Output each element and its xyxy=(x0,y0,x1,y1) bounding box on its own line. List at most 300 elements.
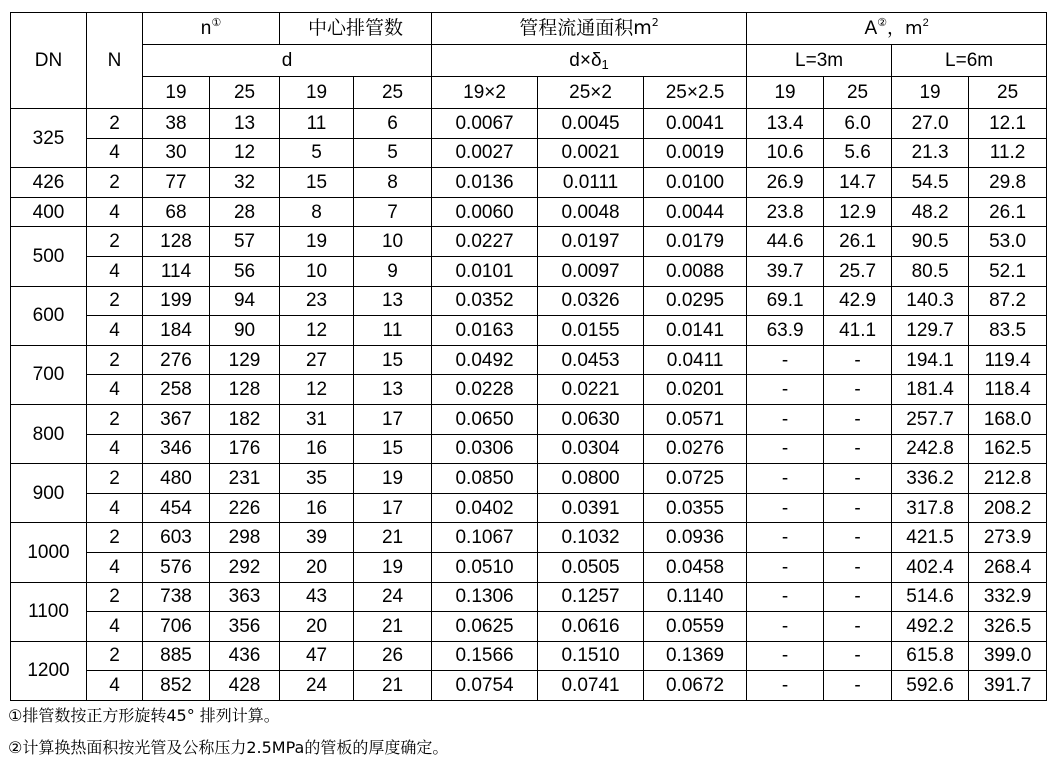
header-flow-area xyxy=(432,13,747,45)
table-row xyxy=(11,552,1047,582)
table-cell: 26.1 xyxy=(969,197,1047,227)
header-d-delta xyxy=(432,45,747,77)
table-cell: 17 xyxy=(354,493,432,523)
table-cell: 26 xyxy=(354,641,432,671)
table-cell: 77 xyxy=(143,168,210,198)
footnote-1: ①排管数按正方形旋转45° 排列计算。 xyxy=(8,706,280,725)
table-cell: 738 xyxy=(143,582,210,612)
table-cell: 0.1257 xyxy=(538,582,644,612)
table-cell: 114 xyxy=(143,256,210,286)
table-cell: 0.0352 xyxy=(432,286,538,316)
n-cell: 4 xyxy=(87,375,143,405)
table-cell: - xyxy=(747,404,824,434)
table-cell: 26.9 xyxy=(747,168,824,198)
table-cell: 12.1 xyxy=(969,109,1047,139)
table-cell: 5 xyxy=(354,138,432,168)
table-row xyxy=(11,256,1047,286)
table-cell: 0.0850 xyxy=(432,464,538,494)
table-cell: 0.0559 xyxy=(644,612,747,642)
table-row xyxy=(11,464,1047,494)
table-row xyxy=(11,612,1047,642)
table-cell: - xyxy=(824,404,892,434)
n-cell: 2 xyxy=(87,464,143,494)
table-cell: 0.0163 xyxy=(432,316,538,346)
table-cell: - xyxy=(824,671,892,701)
table-cell: 199 xyxy=(143,286,210,316)
table-cell: 0.0616 xyxy=(538,612,644,642)
table-cell: 0.0227 xyxy=(432,227,538,257)
table-cell: 0.0725 xyxy=(644,464,747,494)
table-cell: 44.6 xyxy=(747,227,824,257)
table-cell: 0.0019 xyxy=(644,138,747,168)
header-center-tubes: 中心排管数 xyxy=(280,13,432,45)
table-cell: 28 xyxy=(210,197,280,227)
table-cell: 367 xyxy=(143,404,210,434)
table-cell: 168.0 xyxy=(969,404,1047,434)
table-cell: 16 xyxy=(280,434,354,464)
table-cell: 0.0492 xyxy=(432,345,538,375)
subheader-cell: 25 xyxy=(354,77,432,109)
table-cell: 9 xyxy=(354,256,432,286)
table-cell: - xyxy=(747,612,824,642)
table-cell: - xyxy=(824,345,892,375)
table-cell: 576 xyxy=(143,552,210,582)
table-cell: 0.0326 xyxy=(538,286,644,316)
table-cell: 0.0391 xyxy=(538,493,644,523)
table-cell: 11 xyxy=(354,316,432,346)
table-cell: 399.0 xyxy=(969,641,1047,671)
table-cell: 19 xyxy=(354,552,432,582)
subheader-cell: 25 xyxy=(210,77,280,109)
table-cell: 31 xyxy=(280,404,354,434)
table-cell: - xyxy=(824,641,892,671)
table-cell: 26.1 xyxy=(824,227,892,257)
dn-cell: 325 xyxy=(11,109,87,168)
table-cell: 6 xyxy=(354,109,432,139)
table-cell: - xyxy=(824,612,892,642)
table-cell: 0.0060 xyxy=(432,197,538,227)
table-cell: - xyxy=(824,434,892,464)
table-row xyxy=(11,434,1047,464)
header-l6: L=6m xyxy=(892,45,1047,77)
table-cell: 19 xyxy=(354,464,432,494)
note-mark-1: ① xyxy=(211,16,222,29)
table-cell: 0.0295 xyxy=(644,286,747,316)
table-cell: 514.6 xyxy=(892,582,969,612)
table-body xyxy=(11,109,1047,701)
table-cell: 603 xyxy=(143,523,210,553)
table-cell: 0.0402 xyxy=(432,493,538,523)
table-cell: 0.0041 xyxy=(644,109,747,139)
table-cell: 6.0 xyxy=(824,109,892,139)
table-cell: 12 xyxy=(280,316,354,346)
table-cell: 0.0754 xyxy=(432,671,538,701)
table-cell: 0.0510 xyxy=(432,552,538,582)
table-row xyxy=(11,375,1047,405)
table-cell: 0.0625 xyxy=(432,612,538,642)
dn-cell: 700 xyxy=(11,345,87,404)
table-cell: 181.4 xyxy=(892,375,969,405)
table-cell: - xyxy=(747,671,824,701)
table-cell: 12 xyxy=(210,138,280,168)
table-cell: 332.9 xyxy=(969,582,1047,612)
table-cell: 212.8 xyxy=(969,464,1047,494)
table-cell: 10 xyxy=(354,227,432,257)
subheader-cell: 19 xyxy=(747,77,824,109)
table-cell: 208.2 xyxy=(969,493,1047,523)
n-cell: 4 xyxy=(87,256,143,286)
note-mark-2: ② xyxy=(877,16,888,29)
table-cell: 11.2 xyxy=(969,138,1047,168)
n-cell: 4 xyxy=(87,612,143,642)
table-cell: 0.0228 xyxy=(432,375,538,405)
n-cell: 4 xyxy=(87,197,143,227)
table-cell: 15 xyxy=(354,345,432,375)
n-cell: 2 xyxy=(87,404,143,434)
table-cell: 0.0304 xyxy=(538,434,644,464)
table-cell: 54.5 xyxy=(892,168,969,198)
table-cell: 128 xyxy=(143,227,210,257)
header-flow-area-sup: 2 xyxy=(651,15,659,29)
table-cell: 38 xyxy=(143,109,210,139)
table-cell: 48.2 xyxy=(892,197,969,227)
table-cell: 19 xyxy=(280,227,354,257)
table-cell: 87.2 xyxy=(969,286,1047,316)
table-cell: 258 xyxy=(143,375,210,405)
table-cell: 13 xyxy=(354,375,432,405)
table-cell: 14.7 xyxy=(824,168,892,198)
table-cell: 27 xyxy=(280,345,354,375)
n-cell: 2 xyxy=(87,286,143,316)
table-cell: 421.5 xyxy=(892,523,969,553)
n-cell: 4 xyxy=(87,138,143,168)
table-cell: 0.1140 xyxy=(644,582,747,612)
table-cell: 43 xyxy=(280,582,354,612)
dn-cell: 800 xyxy=(11,404,87,463)
table-row xyxy=(11,286,1047,316)
subheader-cell: 19×2 xyxy=(432,77,538,109)
table-cell: - xyxy=(824,552,892,582)
table-cell: 35 xyxy=(280,464,354,494)
table-row xyxy=(11,345,1047,375)
table-cell: 39.7 xyxy=(747,256,824,286)
table-cell: 0.1306 xyxy=(432,582,538,612)
table-cell: 436 xyxy=(210,641,280,671)
table-cell: 0.0045 xyxy=(538,109,644,139)
table-cell: - xyxy=(747,641,824,671)
table-cell: - xyxy=(747,493,824,523)
table-cell: 363 xyxy=(210,582,280,612)
table-cell: 11 xyxy=(280,109,354,139)
dn-cell: 1000 xyxy=(11,523,87,582)
table-cell: 184 xyxy=(143,316,210,346)
table-cell: 25.7 xyxy=(824,256,892,286)
table-cell: 885 xyxy=(143,641,210,671)
table-cell: 21.3 xyxy=(892,138,969,168)
table-cell: 12 xyxy=(280,375,354,405)
table-cell: 52.1 xyxy=(969,256,1047,286)
table-cell: 8 xyxy=(354,168,432,198)
table-cell: 80.5 xyxy=(892,256,969,286)
table-cell: 0.0936 xyxy=(644,523,747,553)
table-cell: 0.0650 xyxy=(432,404,538,434)
table-row xyxy=(11,671,1047,701)
table-cell: - xyxy=(747,582,824,612)
n-cell: 4 xyxy=(87,552,143,582)
table-cell: 0.0458 xyxy=(644,552,747,582)
table-cell: 90 xyxy=(210,316,280,346)
dn-cell: 500 xyxy=(11,227,87,286)
table-cell: 0.0100 xyxy=(644,168,747,198)
subheader-cell: 19 xyxy=(280,77,354,109)
table-cell: 0.0088 xyxy=(644,256,747,286)
n-cell: 4 xyxy=(87,316,143,346)
subheader-cell: 19 xyxy=(892,77,969,109)
header-d: d xyxy=(143,45,432,77)
table-cell: - xyxy=(824,464,892,494)
table-cell: 0.0276 xyxy=(644,434,747,464)
table-cell: 69.1 xyxy=(747,286,824,316)
table-cell: 47 xyxy=(280,641,354,671)
table-cell: 592.6 xyxy=(892,671,969,701)
table-cell: 0.0048 xyxy=(538,197,644,227)
table-cell: 298 xyxy=(210,523,280,553)
n-cell: 2 xyxy=(87,227,143,257)
table-cell: 276 xyxy=(143,345,210,375)
table-cell: 326.5 xyxy=(969,612,1047,642)
table-cell: 480 xyxy=(143,464,210,494)
table-cell: 15 xyxy=(280,168,354,198)
dn-cell: 900 xyxy=(11,464,87,523)
table-cell: 83.5 xyxy=(969,316,1047,346)
tube-sheet-table xyxy=(10,12,1047,701)
table-cell: 24 xyxy=(280,671,354,701)
table-cell: 0.0136 xyxy=(432,168,538,198)
table-cell: 182 xyxy=(210,404,280,434)
table-cell: 0.0111 xyxy=(538,168,644,198)
table-cell: 0.0141 xyxy=(644,316,747,346)
table-cell: 0.1067 xyxy=(432,523,538,553)
table-cell: - xyxy=(747,552,824,582)
table-row xyxy=(11,641,1047,671)
table-cell: 8 xyxy=(280,197,354,227)
table-cell: 128 xyxy=(210,375,280,405)
table-cell: 0.1032 xyxy=(538,523,644,553)
table-cell: 0.0027 xyxy=(432,138,538,168)
table-cell: 56 xyxy=(210,256,280,286)
n-cell: 4 xyxy=(87,493,143,523)
table-cell: 140.3 xyxy=(892,286,969,316)
table-cell: 0.0021 xyxy=(538,138,644,168)
table-cell: 68 xyxy=(143,197,210,227)
table-cell: 5.6 xyxy=(824,138,892,168)
dn-cell: 426 xyxy=(11,168,87,198)
table-cell: 706 xyxy=(143,612,210,642)
table-cell: 5 xyxy=(280,138,354,168)
table-cell: 402.4 xyxy=(892,552,969,582)
table-cell: 0.1510 xyxy=(538,641,644,671)
table-cell: 176 xyxy=(210,434,280,464)
table-cell: 292 xyxy=(210,552,280,582)
table-row xyxy=(11,404,1047,434)
table-cell: 0.0197 xyxy=(538,227,644,257)
table-cell: 0.0097 xyxy=(538,256,644,286)
table-cell: 0.0800 xyxy=(538,464,644,494)
header-tube-count xyxy=(143,13,280,45)
table-cell: 0.0044 xyxy=(644,197,747,227)
table-cell: 57 xyxy=(210,227,280,257)
table-cell: 162.5 xyxy=(969,434,1047,464)
table-cell: - xyxy=(747,375,824,405)
dn-cell: 600 xyxy=(11,286,87,345)
n-cell: 2 xyxy=(87,641,143,671)
subheader-cell: 25×2 xyxy=(538,77,644,109)
header-row-1 xyxy=(11,13,1047,45)
table-cell: 30 xyxy=(143,138,210,168)
table-cell: 391.7 xyxy=(969,671,1047,701)
table-cell: 0.0411 xyxy=(644,345,747,375)
table-row xyxy=(11,168,1047,198)
header-row-2 xyxy=(11,45,1047,77)
table-cell: 21 xyxy=(354,612,432,642)
header-tube-count-label: n xyxy=(200,18,212,39)
subheader-cell: 25 xyxy=(969,77,1047,109)
table-cell: 257.7 xyxy=(892,404,969,434)
table-cell: 41.1 xyxy=(824,316,892,346)
table-cell: 13 xyxy=(210,109,280,139)
table-cell: 0.0630 xyxy=(538,404,644,434)
table-cell: 0.0741 xyxy=(538,671,644,701)
table-cell: 13 xyxy=(354,286,432,316)
table-cell: 10.6 xyxy=(747,138,824,168)
table-cell: 226 xyxy=(210,493,280,523)
table-cell: 0.1369 xyxy=(644,641,747,671)
table-cell: 21 xyxy=(354,671,432,701)
table-cell: 119.4 xyxy=(969,345,1047,375)
table-cell: 129.7 xyxy=(892,316,969,346)
table-cell: 129 xyxy=(210,345,280,375)
table-cell: 7 xyxy=(354,197,432,227)
table-row xyxy=(11,523,1047,553)
table-cell: 20 xyxy=(280,552,354,582)
table-cell: 17 xyxy=(354,404,432,434)
table-cell: 42.9 xyxy=(824,286,892,316)
table-cell: 32 xyxy=(210,168,280,198)
table-row xyxy=(11,316,1047,346)
table-cell: - xyxy=(824,582,892,612)
n-cell: 2 xyxy=(87,109,143,139)
header-row-3 xyxy=(11,77,1047,109)
table-cell: 39 xyxy=(280,523,354,553)
n-cell: 2 xyxy=(87,345,143,375)
table-cell: 27.0 xyxy=(892,109,969,139)
table-cell: 615.8 xyxy=(892,641,969,671)
table-cell: 23 xyxy=(280,286,354,316)
table-cell: 231 xyxy=(210,464,280,494)
table-cell: 194.1 xyxy=(892,345,969,375)
table-cell: 0.0672 xyxy=(644,671,747,701)
table-cell: 13.4 xyxy=(747,109,824,139)
table-row xyxy=(11,138,1047,168)
table-cell: 24 xyxy=(354,582,432,612)
table-cell: 0.0505 xyxy=(538,552,644,582)
table-cell: 268.4 xyxy=(969,552,1047,582)
table-cell: 346 xyxy=(143,434,210,464)
header-heat-area-label: A xyxy=(864,18,878,39)
table-cell: 21 xyxy=(354,523,432,553)
header-heat-area-sup: 2 xyxy=(922,16,929,29)
table-cell: - xyxy=(747,464,824,494)
table-row xyxy=(11,227,1047,257)
subheader-cell: 25×2.5 xyxy=(644,77,747,109)
table-cell: 0.0453 xyxy=(538,345,644,375)
table-cell: - xyxy=(824,493,892,523)
table-cell: 53.0 xyxy=(969,227,1047,257)
n-cell: 4 xyxy=(87,434,143,464)
header-heat-area-unit: ，m xyxy=(887,18,923,39)
table-cell: 0.0306 xyxy=(432,434,538,464)
table-cell: 0.0101 xyxy=(432,256,538,286)
table-row xyxy=(11,109,1047,139)
header-dn: DN xyxy=(11,13,87,109)
n-cell: 2 xyxy=(87,523,143,553)
table-cell: 15 xyxy=(354,434,432,464)
dn-cell: 1200 xyxy=(11,641,87,700)
table-cell: 336.2 xyxy=(892,464,969,494)
table-cell: 90.5 xyxy=(892,227,969,257)
table-cell: 0.0067 xyxy=(432,109,538,139)
n-cell: 2 xyxy=(87,582,143,612)
table-cell: 0.0155 xyxy=(538,316,644,346)
table-cell: 273.9 xyxy=(969,523,1047,553)
n-cell: 2 xyxy=(87,168,143,198)
table-cell: 492.2 xyxy=(892,612,969,642)
header-n: N xyxy=(87,13,143,109)
table-cell: 16 xyxy=(280,493,354,523)
table-cell: 428 xyxy=(210,671,280,701)
table-cell: 10 xyxy=(280,256,354,286)
table-cell: - xyxy=(747,523,824,553)
table-cell: 0.0355 xyxy=(644,493,747,523)
table-cell: 12.9 xyxy=(824,197,892,227)
table-row xyxy=(11,493,1047,523)
header-d-delta-label: d×δ xyxy=(569,50,602,71)
subheader-cell: 25 xyxy=(824,77,892,109)
table-cell: 0.0221 xyxy=(538,375,644,405)
table-cell: - xyxy=(824,523,892,553)
table-cell: 0.0201 xyxy=(644,375,747,405)
dn-cell: 400 xyxy=(11,197,87,227)
header-l3: L=3m xyxy=(747,45,892,77)
table-cell: - xyxy=(824,375,892,405)
header-d-delta-sub: 1 xyxy=(601,57,609,72)
table-cell: 0.0571 xyxy=(644,404,747,434)
footnotes xyxy=(8,708,448,772)
table-row xyxy=(11,582,1047,612)
table-cell: - xyxy=(747,434,824,464)
table-cell: 29.8 xyxy=(969,168,1047,198)
table-cell: 242.8 xyxy=(892,434,969,464)
table-cell: 118.4 xyxy=(969,375,1047,405)
table-cell: 0.0179 xyxy=(644,227,747,257)
table-cell: 23.8 xyxy=(747,197,824,227)
table-cell: 317.8 xyxy=(892,493,969,523)
table-cell: 356 xyxy=(210,612,280,642)
table-cell: 63.9 xyxy=(747,316,824,346)
footnote-2: ②计算换热面积按光管及公称压力2.5MPa的管板的厚度确定。 xyxy=(8,738,449,757)
header-heat-area xyxy=(747,13,1047,45)
table-cell: 20 xyxy=(280,612,354,642)
